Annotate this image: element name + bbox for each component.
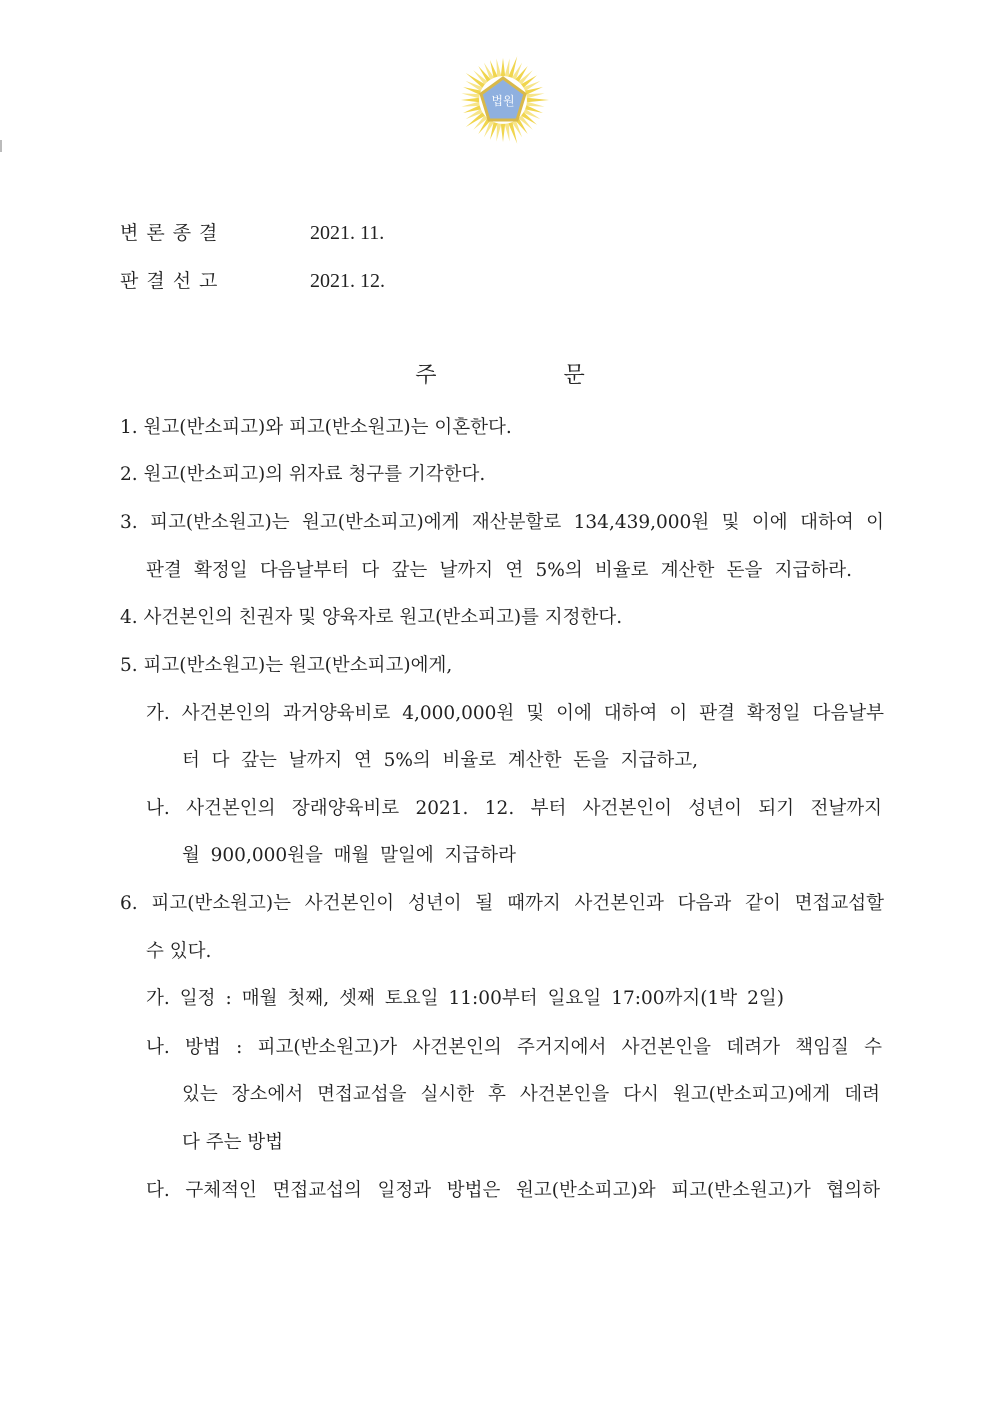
emblem-ray <box>496 123 501 141</box>
closing-date-label: 변론종결 <box>120 222 226 244</box>
emblem-ray <box>505 123 510 141</box>
emblem-ray <box>462 102 480 107</box>
order-item-2: 2. 원고(반소피고)의 위자료 청구를 기각한다. <box>120 464 486 485</box>
order-item-5-ga-line-2: 터 다 갚는 날까지 연 5%의 비율로 계산한 돈을 지급하고, <box>182 750 698 771</box>
emblem-ray <box>461 98 479 102</box>
order-item-6-line-1: 6. 피고(반소원고)는 사건본인이 성년이 될 때까지 사건본인과 다음과 같이 면접교섭할 <box>120 893 884 914</box>
order-item-5-na-line-2: 월 900,000원을 매월 말일에 지급하라 <box>182 845 516 866</box>
emblem-ray <box>527 98 549 102</box>
emblem-ray <box>526 102 544 107</box>
ruling-date-label: 판결선고 <box>120 270 226 292</box>
order-item-5-na-line-1: 나. 사건본인의 장래양육비로 2021. 12. 부터 사건본인이 성년이 되기 전날까지 <box>146 798 882 819</box>
order-item-5-ga-line-1: 가. 사건본인의 과거양육비로 4,000,000원 및 이에 대하여 이 판결 확정일 다음날부 <box>146 703 884 724</box>
order-item-1: 1. 원고(반소피고)와 피고(반소원고)는 이혼한다. <box>120 417 512 438</box>
order-item-6-line-2: 수 있다. <box>146 941 212 962</box>
emblem-ray <box>462 93 480 98</box>
order-item-6-ga: 가. 일정 : 매월 첫째, 셋째 토요일 11:00부터 일요일 17:00까지(1박 2일) <box>146 988 784 1009</box>
court-emblem-graphic <box>451 50 555 150</box>
order-item-3-line-2: 판결 확정일 다음날부터 다 갚는 날까지 연 5%의 비율로 계산한 돈을 지급하라. <box>146 560 852 581</box>
emblem-text: 법원 <box>491 94 515 108</box>
emblem-ray <box>526 93 544 98</box>
scan-edge-mark <box>0 140 2 152</box>
emblem-ray <box>505 59 510 77</box>
emblem-ray <box>501 124 505 142</box>
order-item-6-na-line-1: 나. 방법 : 피고(반소원고)가 사건본인의 주거지에서 사건본인을 데려가 책임질 수 <box>146 1037 882 1058</box>
order-item-5: 5. 피고(반소원고)는 원고(반소피고)에게, <box>120 655 453 676</box>
emblem-ray <box>496 59 501 77</box>
order-item-4: 4. 사건본인의 친권자 및 양육자로 원고(반소피고)를 지정한다. <box>120 607 623 628</box>
section-heading: 주 문 <box>415 363 645 388</box>
order-item-6-na-line-2: 있는 장소에서 면접교섭을 실시한 후 사건본인을 다시 원고(반소피고)에게 데려 <box>182 1084 880 1105</box>
emblem-ray <box>501 58 505 76</box>
order-item-6-na-line-3: 다 주는 방법 <box>182 1132 284 1153</box>
ruling-date-value: 2021. 12. <box>310 270 385 292</box>
order-item-3-line-1: 3. 피고(반소원고)는 원고(반소피고)에게 재산분할로 134,439,000원 및 이에 대하여 이 <box>120 512 884 533</box>
order-item-6-da: 다. 구체적인 면접교섭의 일정과 방법은 원고(반소피고)와 피고(반소원고)가 협의하 <box>146 1180 880 1201</box>
closing-date-value: 2021. 11. <box>310 222 385 244</box>
court-emblem <box>451 50 555 150</box>
